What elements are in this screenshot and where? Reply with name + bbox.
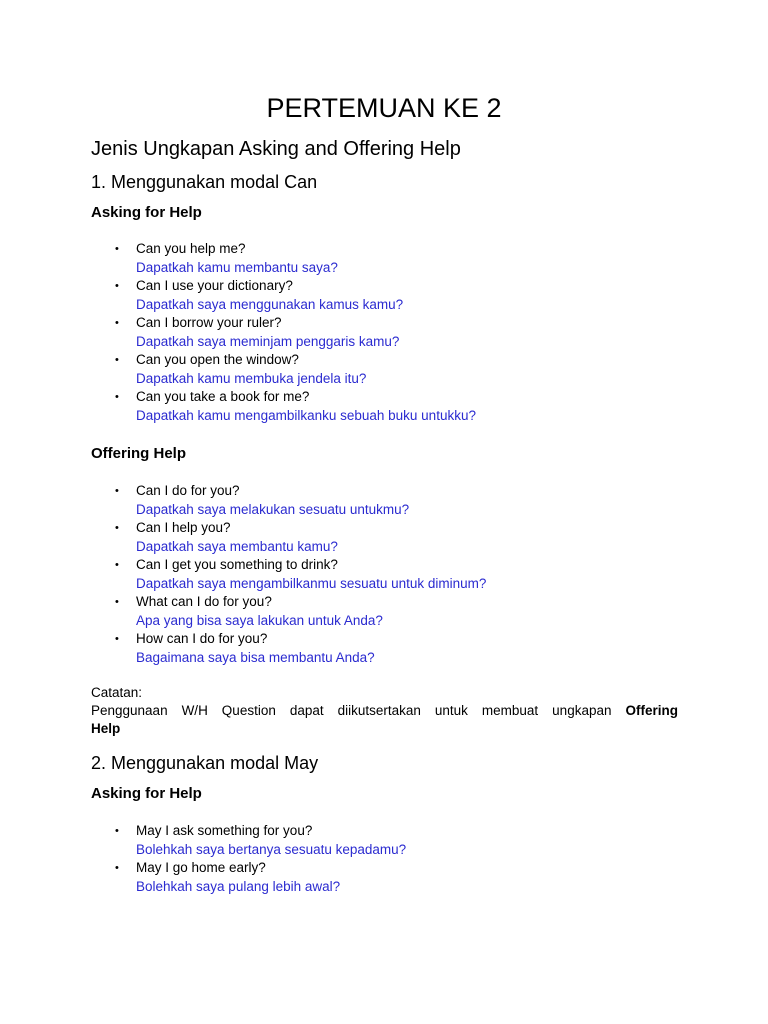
indonesian-translation: Dapatkah kamu membuka jendela itu? — [136, 370, 367, 386]
section1-offering-list — [91, 482, 691, 667]
note-label: Catatan: — [91, 685, 143, 700]
bullet-icon: • — [115, 522, 119, 534]
indonesian-translation: Dapatkah saya mengambilkanmu sesuatu untuk diminum? — [136, 575, 487, 591]
indonesian-translation: Bagaimana saya bisa membantu Anda? — [136, 649, 375, 665]
list-item — [91, 519, 691, 556]
document-title: PERTEMUAN KE 2 — [266, 93, 502, 123]
list-item — [91, 482, 691, 519]
english-phrase: Can I get you something to drink? — [136, 557, 338, 572]
note-text-line-2 — [91, 720, 678, 738]
section2-asking-heading: Asking for Help — [91, 785, 202, 802]
section1-heading: 1. Menggunakan modal Can — [91, 172, 318, 192]
list-item — [91, 277, 691, 314]
section2-heading: 2. Menggunakan modal May — [91, 753, 319, 773]
section1-asking-heading: Asking for Help — [91, 204, 202, 221]
list-item — [91, 240, 691, 277]
indonesian-translation: Bolehkah saya bertanya sesuatu kepadamu? — [136, 841, 407, 857]
section1-offering-heading: Offering Help — [91, 445, 187, 462]
bullet-icon: • — [115, 391, 119, 403]
english-phrase: Can you open the window? — [136, 352, 299, 367]
list-item — [91, 314, 691, 351]
english-phrase: Can I borrow your ruler? — [136, 315, 282, 330]
english-phrase: Can I use your dictionary? — [136, 278, 293, 293]
indonesian-translation: Dapatkah kamu mengambilkanku sebuah buku untukku? — [136, 407, 476, 423]
english-phrase: Can I help you? — [136, 520, 231, 535]
bullet-icon: • — [115, 825, 119, 837]
indonesian-translation: Apa yang bisa saya lakukan untuk Anda? — [136, 612, 383, 628]
english-phrase: How can I do for you? — [136, 631, 268, 646]
section1-asking-list — [91, 240, 691, 425]
english-phrase: May I ask something for you? — [136, 823, 313, 838]
indonesian-translation: Dapatkah saya melakukan sesuatu untukmu? — [136, 501, 410, 517]
note-bold-second: Help — [91, 721, 121, 736]
bullet-icon: • — [115, 354, 119, 366]
bullet-icon: • — [115, 633, 119, 645]
list-item — [91, 388, 691, 425]
bullet-icon: • — [115, 559, 119, 571]
note-text-line — [91, 702, 678, 720]
note-text: Penggunaan W/H Question dapat diikutsertakan untuk membuat ungkapan — [91, 703, 612, 718]
indonesian-translation: Dapatkah saya menggunakan kamus kamu? — [136, 296, 404, 312]
indonesian-translation: Dapatkah saya membantu kamu? — [136, 538, 338, 554]
document-subtitle: Jenis Ungkapan Asking and Offering Help — [91, 138, 461, 160]
bullet-icon: • — [115, 485, 119, 497]
bullet-icon: • — [115, 862, 119, 874]
section2-asking-list — [91, 822, 691, 896]
bullet-icon: • — [115, 243, 119, 255]
bullet-icon: • — [115, 317, 119, 329]
indonesian-translation: Bolehkah saya pulang lebih awal? — [136, 878, 341, 894]
english-phrase: What can I do for you? — [136, 594, 272, 609]
bullet-icon: • — [115, 596, 119, 608]
note-block — [91, 684, 678, 738]
list-item — [91, 630, 691, 667]
list-item — [91, 822, 691, 859]
indonesian-translation: Dapatkah saya meminjam penggaris kamu? — [136, 333, 400, 349]
english-phrase: Can you take a book for me? — [136, 389, 310, 404]
list-item — [91, 556, 691, 593]
note-bold-first: Offering — [625, 703, 678, 718]
list-item — [91, 351, 691, 388]
english-phrase: Can I do for you? — [136, 483, 240, 498]
list-item — [91, 593, 691, 630]
bullet-icon: • — [115, 280, 119, 292]
list-item — [91, 859, 691, 896]
english-phrase: May I go home early? — [136, 860, 266, 875]
english-phrase: Can you help me? — [136, 241, 246, 256]
indonesian-translation: Dapatkah kamu membantu saya? — [136, 259, 338, 275]
